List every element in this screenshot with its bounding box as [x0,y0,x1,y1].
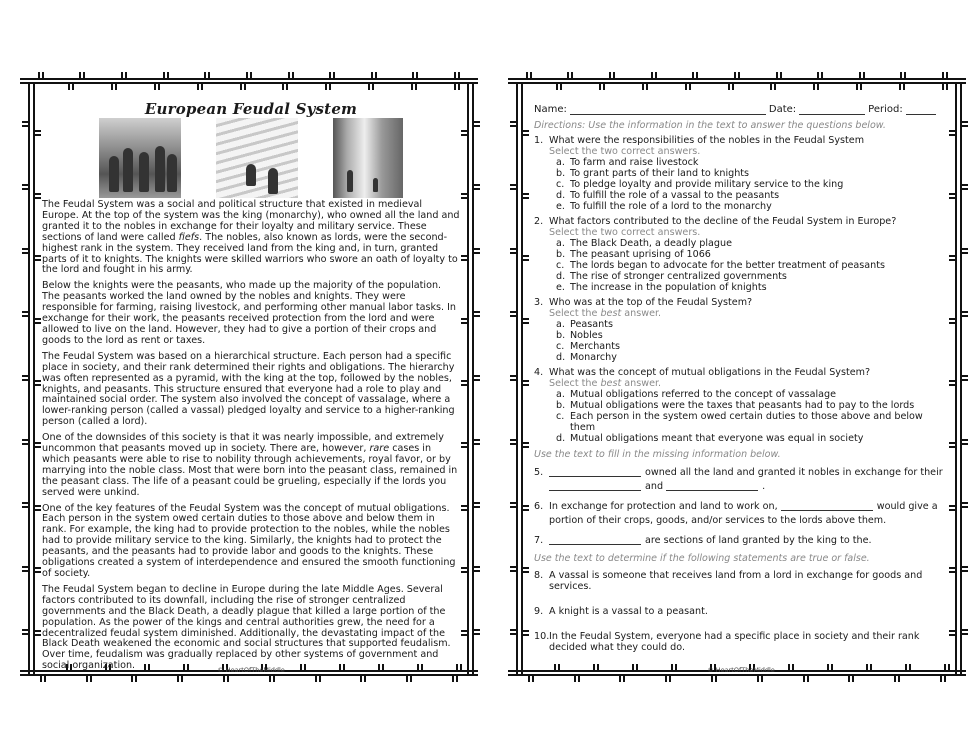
paragraph: One of the downsides of this society is that it was nearly impossible, and extremely uncommon that peasants moved up in society. There are, however, rare cases in which peasants were able to rise to nobility through achievements, royal favor, or by marrying into the noble class. Most that were born into the peasant class, remained in the peasant class. The life of a peasant could be grueling, especially if the lords you served were unkind. [42,432,458,498]
question-instruction: Select the best answer. [549,378,662,389]
period-label: Period: [868,104,903,115]
question-text: Who was at the top of the Feudal System? [549,297,753,308]
question-text: What factors contributed to the decline of the Feudal System in Europe? [549,216,897,227]
answer-option[interactable]: c. To pledge loyalty and provide military service to the king [556,179,844,190]
medieval-town-image [333,118,403,198]
answer-option[interactable]: c. The lords began to advocate for the better treatment of peasants [556,260,886,271]
student-info-row [534,104,948,115]
answer-option[interactable]: b. Nobles [556,330,603,341]
question-3 [534,297,948,363]
answer-option[interactable]: e. The increase in the population of knights [556,282,767,293]
answer-option[interactable]: c. Merchants [556,341,620,352]
border-ticks [20,676,478,682]
border-ticks [508,676,966,682]
name-field[interactable] [570,104,766,115]
border-line [28,82,30,674]
border-ticks [508,72,966,78]
copyright-notice: © HeartOfTheMiddle [707,666,775,674]
answer-option[interactable]: e. To fulfill the role of a lord to the monarchy [556,201,772,212]
question-6: 6. In exchange for protection and land to work on, would give a portion of their crops, goods, and/or services to the lords above them. [534,501,938,526]
border-line [467,82,469,674]
date-field[interactable] [799,104,865,115]
copyright-notice: © HeartOfTheMiddle [217,666,285,674]
answer-option[interactable]: d. The rise of stronger centralized governments [556,271,787,282]
fill-in-directions: Use the text to fill in the missing information below. [534,449,781,460]
answer-option[interactable]: b. Mutual obligations were the taxes that peasants had to pay to the lords [556,400,915,411]
paragraph: The Feudal System began to decline in Europe during the late Middle Ages. Several factors contributed to its downfall, including the rise of stronger centralized governments and the Black Death, a deadly plague that killed a large portion of the population. As the power of the kings and central authorities grew, the need for a decentralized feudal system diminished. Additionally, the devastating impact of the Black Death weakened the economic and social structures that supported feudalism. Over time, feudalism was gradually replaced by other systems of government and social organization. [42,583,451,672]
question-number: 4. [534,367,544,378]
worksheet-page [508,72,966,684]
answer-option[interactable]: d. Mutual obligations meant that everyone was equal in society [556,433,864,444]
answer-option[interactable]: a. The Black Death, a deadly plague [556,238,732,249]
reading-passage [42,200,460,672]
name-label: Name: [534,104,567,115]
directions: Directions: Use the information in the text to answer the questions below. [534,120,886,131]
border-ticks [474,92,480,664]
question-1 [534,135,948,212]
question-number: 3. [534,297,544,308]
question-instruction: Select the two correct answers. [549,146,701,157]
answer-option[interactable]: d. Monarchy [556,352,617,363]
question-7: 7. are sections of land granted by the king to the. [534,535,872,546]
border-ticks [461,102,467,664]
answer-option[interactable]: a. Mutual obligations referred to the concept of vassalage [556,389,836,400]
question-10: 10. In the Feudal System, everyone had a specific place in society and their rank decided what they could do. [534,631,920,653]
question-text: What were the responsibilities of the nobles in the Feudal System [549,135,865,146]
knights-image [99,118,181,198]
question-number: 1. [534,135,544,146]
illustration-row [42,118,460,198]
question-number: 2. [534,216,544,227]
border-ticks [20,72,478,78]
period-field[interactable] [906,104,936,115]
answer-blank[interactable] [549,480,641,491]
paragraph: The Feudal System was based on a hierarchical structure. Each person had a specific place in society, and their rank determined their rights and obligations. The hierarchy was often represented as a pyramid, with the king at the top, followed by the nobles, knights, and peasants. This structure ensured that everyone had a role to play and maintained social order. The system also involved the concept of vassalage, where a lower-ranking person (called a vassal) pledged loyalty and service to a higher-ranking person (called a lord). [42,350,455,428]
answer-option[interactable]: b. To grant parts of their land to knights [556,168,750,179]
border-ticks [523,102,529,664]
paragraph: Below the knights were the peasants, who made up the majority of the population. The peasants worked the land owned by the nobles and knights. They were responsible for farming, raising livestock, and performing other manual labor tasks. In exchange for their work, the peasants received protection from the lord and were allowed to live on the land. However, they had to give a portion of their crops and goods to the lord as rent or taxes. [42,280,457,346]
answer-blank[interactable] [549,534,641,545]
border-line [955,82,957,674]
answer-option[interactable]: d. To fulfill the role of a vassal to the peasants [556,190,780,201]
reading-page [20,72,478,684]
border-ticks [962,92,968,664]
border-ticks [510,92,516,664]
border-line [516,82,518,674]
border-ticks [949,102,955,664]
answer-blank[interactable] [666,480,758,491]
date-label: Date: [768,104,797,115]
question-text: What was the concept of mutual obligations in the Feudal System? [549,367,871,378]
question-2 [534,216,948,293]
question-instruction: Select the best answer. [549,308,662,319]
question-instruction: Select the two correct answers. [549,227,701,238]
answer-option[interactable]: c. Each person in the system owed certain duties to those above and below them [556,411,923,433]
answer-blank[interactable] [781,500,873,511]
border-line [508,78,966,80]
page-title: European Feudal System [144,100,358,118]
border-ticks [35,102,41,664]
answer-option[interactable]: b. The peasant uprising of 1066 [556,249,711,260]
true-false-directions: Use the text to determine if the following statements are true or false. [534,553,870,564]
question-9: 9. A knight is a vassal to a peasant. [534,606,708,617]
paragraph: The Feudal System was a social and political structure that existed in medieval Europe. At the top of the system was the king (monarchy), who owned all the land and granted it to the nobles in exchange for their loyalty and military service. These sections of land were called fiefs. The nobles, also known as lords, were the second-highest rank in the system. They received land from the king and, in turn, granted parts of it to knights. The knights were skilled warriors who swore an oath of loyalty to the lord and fought in his army. [42,199,460,276]
question-8: 8. A vassal is someone that receives land from a lord in exchange for goods and services. [534,570,923,592]
border-line [20,78,478,80]
border-ticks [22,92,28,664]
peasants-fields-image [216,118,298,198]
paragraph: One of the key features of the Feudal System was the concept of mutual obligations. Each person in the system owed certain duties to those above and below them in rank. For example, the king had to provide protection to the nobles, while the nobles had to provide military service to the king. Similarly, the knights had to protect the peasants, and the peasants had to provide labor and goods to the knights. These obligations created a system of interdependence and ensured the smooth functioning of society. [42,502,456,579]
answer-option[interactable]: a. To farm and raise livestock [556,157,699,168]
answer-option[interactable]: a. Peasants [556,319,613,330]
answer-blank[interactable] [549,466,641,477]
question-5: 5. owned all the land and granted it nobles in exchange for their and . [534,467,943,492]
question-4 [534,367,948,444]
